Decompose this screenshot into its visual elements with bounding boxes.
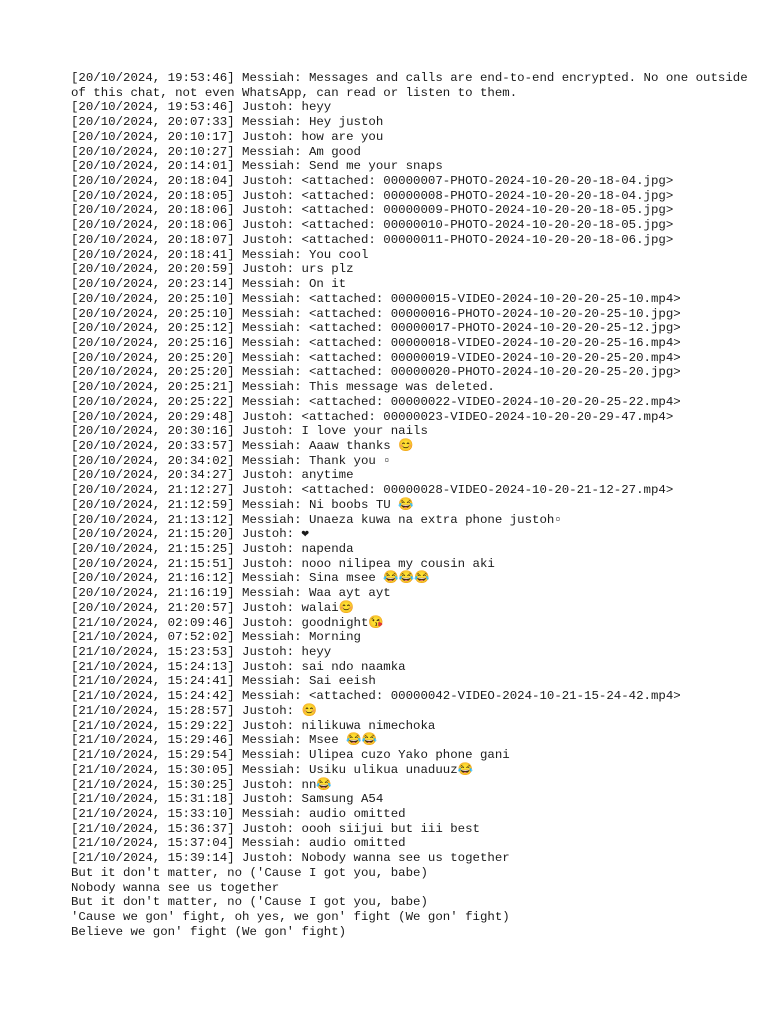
chat-line: [21/10/2024, 15:37:04] Messiah: audio omitted: [71, 836, 406, 851]
chat-line: [20/10/2024, 20:34:27] Justoh: anytime: [71, 468, 354, 483]
chat-line: [20/10/2024, 20:30:16] Justoh: I love your nails: [71, 424, 428, 439]
chat-line: [20/10/2024, 20:07:33] Messiah: Hey justoh: [71, 115, 384, 130]
chat-line: [21/10/2024, 15:28:57] Justoh: 😊: [71, 703, 317, 718]
chat-line: [20/10/2024, 19:53:46] Messiah: Messages and calls are end-to-end encrypted. No one outside of this chat, not even WhatsApp, can read or listen to them.: [71, 71, 756, 100]
chat-line: [20/10/2024, 21:15:20] Justoh: ❤: [71, 527, 309, 542]
chat-line: [20/10/2024, 20:18:41] Messiah: You cool: [71, 247, 369, 262]
chat-line: [20/10/2024, 20:18:06] Justoh: <attached: 00000010-PHOTO-2024-10-20-20-18-05.jpg>: [71, 218, 674, 233]
chat-line: [20/10/2024, 21:12:59] Messiah: Ni boobs TU 😂: [71, 497, 414, 512]
chat-line: [21/10/2024, 02:09:46] Justoh: goodnight😘: [71, 615, 384, 630]
chat-line: [21/10/2024, 15:29:46] Messiah: Msee 😂😂: [71, 733, 377, 748]
chat-line: [21/10/2024, 15:29:54] Messiah: Ulipea cuzo Yako phone gani: [71, 748, 510, 763]
chat-line: [21/10/2024, 07:52:02] Messiah: Morning: [71, 630, 361, 645]
chat-line: [20/10/2024, 20:10:17] Justoh: how are you: [71, 129, 384, 144]
chat-line: [21/10/2024, 15:30:05] Messiah: Usiku ulikua unaduuz😂: [71, 762, 474, 777]
chat-line: [20/10/2024, 20:25:21] Messiah: This message was deleted.: [71, 380, 495, 395]
chat-line: [20/10/2024, 20:25:12] Messiah: <attached: 00000017-PHOTO-2024-10-20-20-25-12.jpg>: [71, 321, 681, 336]
chat-line: [20/10/2024, 20:10:27] Messiah: Am good: [71, 144, 361, 159]
chat-line: [21/10/2024, 15:36:37] Justoh: oooh siijui but iii best: [71, 821, 480, 836]
chat-line: [21/10/2024, 15:23:53] Justoh: heyy: [71, 645, 332, 660]
chat-line: [20/10/2024, 20:25:20] Messiah: <attached: 00000020-PHOTO-2024-10-20-20-25-20.jpg>: [71, 365, 681, 380]
chat-line: [21/10/2024, 15:29:22] Justoh: nilikuwa nimechoka: [71, 718, 436, 733]
chat-line: [21/10/2024, 15:39:14] Justoh: Nobody wanna see us together: [71, 851, 510, 866]
chat-line: [20/10/2024, 20:29:48] Justoh: <attached: 00000023-VIDEO-2024-10-20-20-29-47.mp4>: [71, 409, 674, 424]
chat-line: [20/10/2024, 21:15:25] Justoh: napenda: [71, 542, 354, 556]
chat-line: [20/10/2024, 20:25:16] Messiah: <attached: 00000018-VIDEO-2024-10-20-20-25-16.mp4>: [71, 335, 681, 350]
chat-line: [21/10/2024, 15:31:18] Justoh: Samsung A54: [71, 792, 384, 807]
chat-line: [20/10/2024, 21:16:19] Messiah: Waa ayt ayt: [71, 586, 391, 601]
chat-line: [20/10/2024, 19:53:46] Justoh: heyy: [71, 100, 332, 115]
chat-line: [21/10/2024, 15:24:42] Messiah: <attached: 00000042-VIDEO-2024-10-21-15-24-42.mp4>: [71, 689, 681, 704]
chat-line: Nobody wanna see us together: [71, 880, 280, 895]
chat-line: [20/10/2024, 20:14:01] Messiah: Send me your snaps: [71, 159, 443, 174]
chat-line: [20/10/2024, 21:13:12] Messiah: Unaeza kuwa na extra phone justoh▫: [71, 512, 562, 527]
chat-line: But it don't matter, no ('Cause I got you, babe): [71, 865, 428, 880]
chat-line: [20/10/2024, 20:20:59] Justoh: urs plz: [71, 262, 354, 277]
chat-line: [20/10/2024, 20:25:22] Messiah: <attached: 00000022-VIDEO-2024-10-20-20-25-22.mp4>: [71, 394, 681, 409]
chat-line: But it don't matter, no ('Cause I got you, babe): [71, 895, 428, 910]
chat-line: [20/10/2024, 20:18:05] Justoh: <attached: 00000008-PHOTO-2024-10-20-20-18-04.jpg>: [71, 188, 674, 203]
chat-line: [21/10/2024, 15:24:13] Justoh: sai ndo naamka: [71, 659, 406, 674]
chat-line: [20/10/2024, 20:18:04] Justoh: <attached: 00000007-PHOTO-2024-10-20-20-18-04.jpg>: [71, 174, 674, 189]
chat-line: 'Cause we gon' fight, oh yes, we gon' fight (We gon' fight): [71, 909, 510, 924]
chat-line: [20/10/2024, 21:12:27] Justoh: <attached: 00000028-VIDEO-2024-10-20-21-12-27.mp4>: [71, 483, 674, 498]
chat-line: [21/10/2024, 15:33:10] Messiah: audio omitted: [71, 806, 406, 821]
chat-line: [20/10/2024, 21:16:12] Messiah: Sina msee 😂😂😂: [71, 571, 430, 586]
chat-line: [21/10/2024, 15:24:41] Messiah: Sai eeish: [71, 674, 376, 689]
chat-line: [20/10/2024, 20:25:20] Messiah: <attached: 00000019-VIDEO-2024-10-20-20-25-20.mp4>: [71, 350, 681, 365]
chat-line: [20/10/2024, 20:33:57] Messiah: Aaaw thanks 😊: [71, 438, 414, 453]
chat-line: [20/10/2024, 21:20:57] Justoh: walai😊: [71, 600, 355, 615]
chat-line: [20/10/2024, 20:25:10] Messiah: <attached: 00000015-VIDEO-2024-10-20-20-25-10.mp4>: [71, 291, 681, 306]
chat-line: [20/10/2024, 20:25:10] Messiah: <attached: 00000016-PHOTO-2024-10-20-20-25-10.jpg>: [71, 306, 681, 321]
chat-line: [20/10/2024, 21:15:51] Justoh: nooo nilipea my cousin aki: [71, 556, 495, 571]
chat-transcript: [71, 71, 756, 939]
chat-line: Believe we gon' fight (We gon' fight): [71, 924, 347, 939]
chat-line: [20/10/2024, 20:18:07] Justoh: <attached: 00000011-PHOTO-2024-10-20-20-18-06.jpg>: [71, 232, 674, 247]
chat-line: [20/10/2024, 20:18:06] Justoh: <attached: 00000009-PHOTO-2024-10-20-20-18-05.jpg>: [71, 203, 674, 218]
chat-line: [21/10/2024, 15:30:25] Justoh: nn😂: [71, 777, 332, 792]
chat-line: [20/10/2024, 20:34:02] Messiah: Thank you ▫: [71, 453, 391, 468]
chat-line: [20/10/2024, 20:23:14] Messiah: On it: [71, 277, 347, 292]
